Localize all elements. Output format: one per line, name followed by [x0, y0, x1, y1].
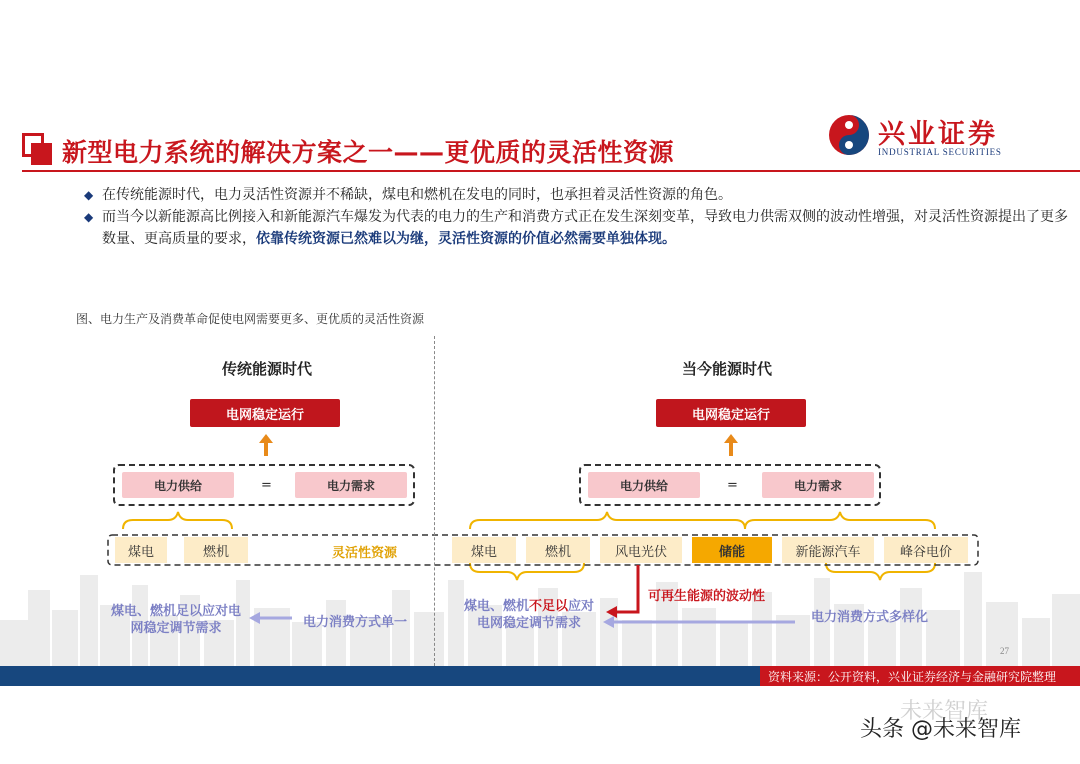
right-resource-gas: 燃机	[526, 537, 590, 563]
right-top-bracket-supply	[470, 512, 745, 529]
watermark-text: 头条 @未来智库	[860, 717, 1021, 742]
bullet-list	[84, 184, 1074, 250]
right-section-title: 当今能源时代	[682, 360, 773, 378]
right-note: 煤电、燃机不足以应对 电网稳定调节需求	[463, 599, 595, 631]
figure-caption: 图、电力生产及消费革命促使电网需要更多、更优质的灵活性资源	[76, 312, 425, 326]
title-square-icon	[22, 133, 52, 165]
right-resource-wind-solar: 风电光伏	[600, 537, 682, 563]
logo-english-name: INDUSTRIAL SECURITIES	[878, 147, 1002, 157]
left-supply-pill: 电力供给	[122, 472, 234, 498]
left-demand-pill: 电力需求	[295, 472, 407, 498]
left-consumption-label: 电力消费方式单一	[303, 615, 408, 630]
title-underline	[22, 170, 1080, 172]
flexible-resources-label: 灵活性资源	[332, 546, 398, 561]
right-up-arrow-icon	[724, 434, 738, 456]
page-title: 新型电力系统的解决方案之一——更优质的灵活性资源	[62, 138, 675, 167]
page-number: 27	[1000, 646, 1009, 656]
left-section-title: 传统能源时代	[222, 360, 313, 378]
diamond-bullet-icon: ◆	[84, 210, 94, 224]
industrial-securities-logo-icon	[828, 114, 870, 156]
right-supply-pill: 电力供给	[588, 472, 700, 498]
right-consumption-label: 电力消费方式多样化	[811, 610, 929, 625]
left-up-arrow-icon	[259, 434, 273, 456]
bullet-text: 在传统能源时代，电力灵活性资源并不稀缺，煤电和燃机在发电的同时，也承担着灵活性资源的角色。	[102, 187, 732, 203]
source-note: 资料来源：公开资料，兴业证券经济与金融研究院整理	[760, 666, 1080, 686]
section-divider	[434, 336, 435, 666]
bullet-text: 而当今以新能源高比例接入和新能源汽车爆发为代表的电力的生产和消费方式正在发生深刻变革，导致电力供需双侧的波动性增强，对灵活性资源提出了更多数量、更高质量的要求，	[102, 209, 1068, 247]
left-note: 煤电、燃机足以应对电网稳定调节需求	[110, 604, 241, 636]
left-top-bracket	[123, 512, 232, 529]
right-resource-coal: 煤电	[452, 537, 516, 563]
diamond-bullet-icon: ◆	[84, 188, 94, 202]
renewable-volatility-label: 可再生能源的波动性	[648, 589, 766, 604]
right-demand-pill: 电力需求	[762, 472, 874, 498]
bullet-item-1	[84, 184, 1074, 206]
company-logo	[828, 112, 1018, 160]
right-resource-ev: 新能源汽车	[782, 537, 874, 563]
right-top-bracket-demand	[745, 512, 935, 529]
bullet-emphasis: 依靠传统资源已然难以为继，灵活性资源的价值必然需要单独体现。	[256, 231, 676, 247]
logo-chinese-name: 兴业证券	[878, 119, 998, 150]
left-equals-sign: =	[261, 478, 272, 493]
left-grid-stable-box: 电网稳定运行	[190, 399, 340, 427]
watermark-ghost-text: 未来智库	[900, 699, 989, 724]
right-resource-tou-pricing: 峰谷电价	[884, 537, 968, 563]
left-resource-gas: 燃机	[184, 537, 248, 563]
bullet-item-2	[84, 206, 1074, 250]
left-resource-coal: 煤电	[115, 537, 167, 563]
right-resource-storage: 储能	[692, 537, 772, 563]
right-equals-sign: =	[727, 478, 738, 493]
right-grid-stable-box: 电网稳定运行	[656, 399, 806, 427]
